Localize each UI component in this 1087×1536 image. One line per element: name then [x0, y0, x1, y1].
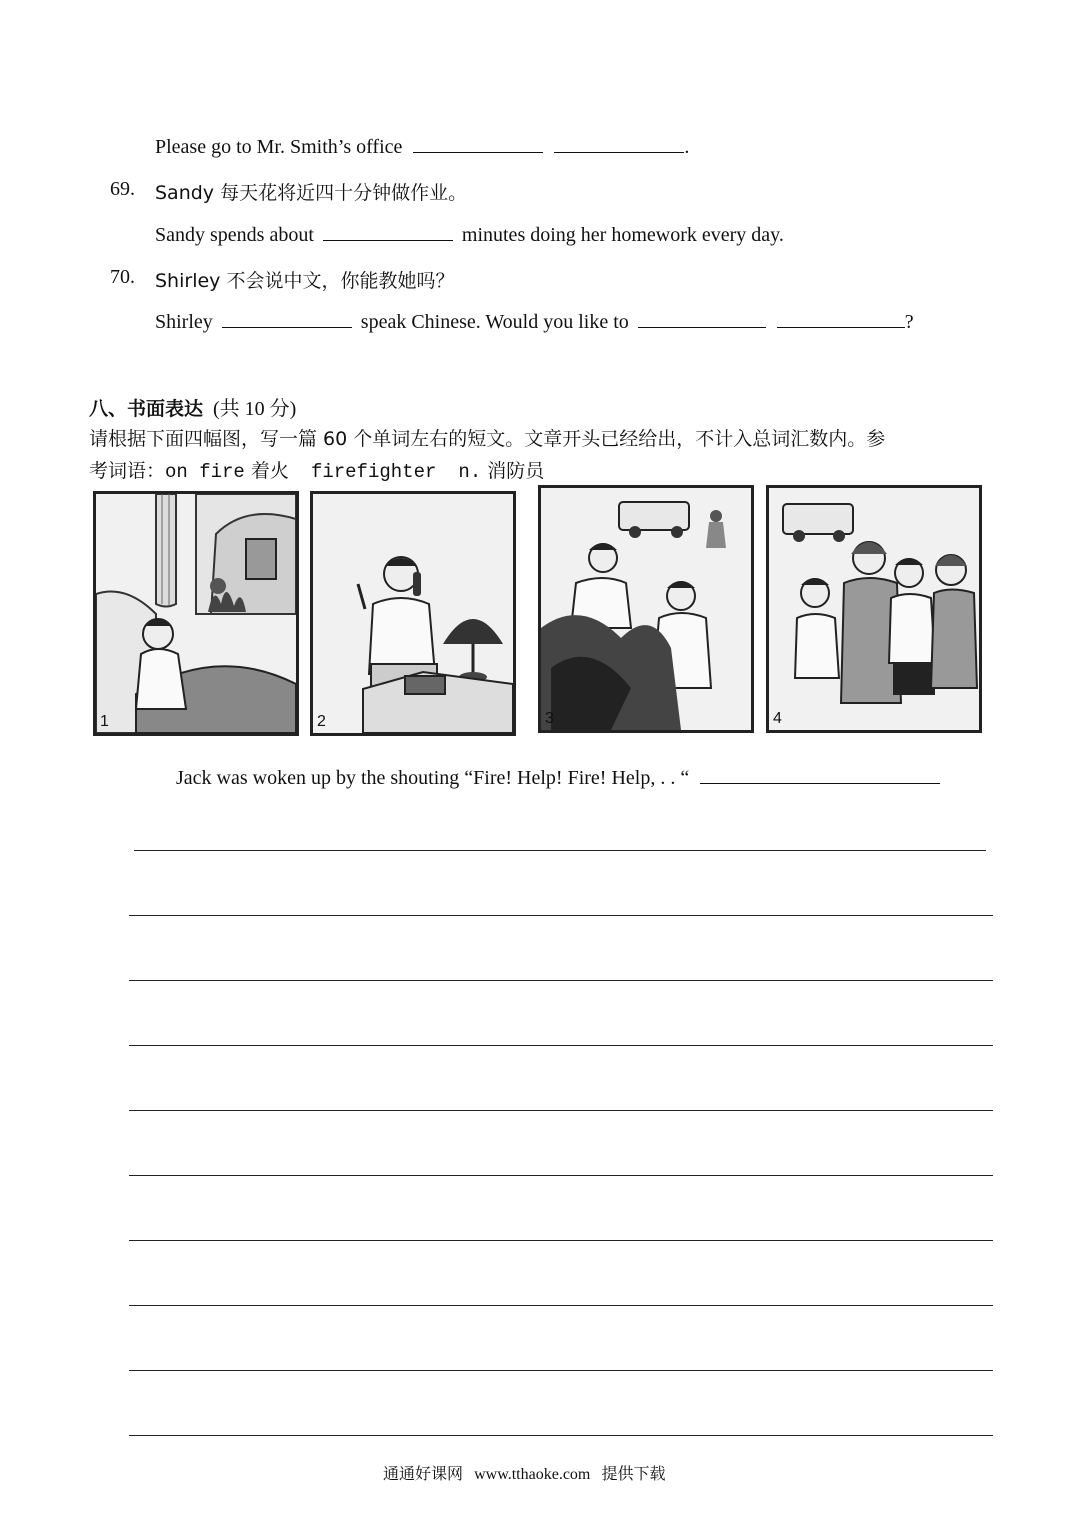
- q68-blank-1[interactable]: [413, 134, 543, 153]
- writing-line-6[interactable]: [129, 1175, 993, 1176]
- picture-panel-3: [538, 485, 754, 733]
- q70-en-part2: speak Chinese. Would you like to: [360, 311, 629, 333]
- q68-blank-2[interactable]: [554, 134, 684, 153]
- q70-end: ?: [904, 311, 914, 333]
- q69-chinese: Sandy 每天花将近四十分钟做作业。: [155, 182, 468, 204]
- q68-answer-line: [155, 134, 689, 159]
- footer-suffix: 提供下载: [601, 1464, 666, 1483]
- essay-start-text: Jack was woken up by the shouting “Fire! Help! Fire! Help, . . “: [176, 767, 690, 789]
- q69-blank[interactable]: [323, 222, 453, 241]
- q69-en-after: minutes doing her homework every day.: [461, 224, 784, 246]
- q70-en-part1: Shirley: [155, 311, 213, 333]
- q68-text: Please go to Mr. Smith’s office: [155, 136, 403, 158]
- vocab1-cn: 着火: [250, 460, 289, 482]
- q70-blank-2[interactable]: [638, 309, 766, 328]
- picture-3-illustration: [541, 488, 751, 730]
- footer-site-name: 通通好课网: [383, 1464, 464, 1483]
- writing-line-7[interactable]: [129, 1240, 993, 1241]
- q68-end: .: [684, 136, 690, 158]
- q70-blank-3[interactable]: [777, 309, 905, 328]
- writing-line-9[interactable]: [129, 1370, 993, 1371]
- vocab2-cn: 消防员: [487, 460, 545, 482]
- picture-2-number: 2: [317, 713, 326, 730]
- picture-4-number: 4: [773, 710, 782, 727]
- picture-3-number: 3: [545, 710, 554, 727]
- q70-chinese: Shirley 不会说中文，你能教她吗？: [155, 270, 455, 292]
- writing-line-5[interactable]: [129, 1110, 993, 1111]
- picture-1-illustration: [96, 494, 296, 733]
- vocab2-pos: n.: [458, 461, 482, 483]
- vocab2-en: firefighter: [310, 461, 437, 483]
- writing-line-3[interactable]: [129, 980, 993, 981]
- q69-en-before: Sandy spends about: [155, 224, 314, 246]
- picture-2-illustration: [313, 494, 513, 733]
- q70-blank-1[interactable]: [222, 309, 352, 328]
- writing-line-4[interactable]: [129, 1045, 993, 1046]
- section8-instruction-1: 请根据下面四幅图，写一篇 60 个单词左右的短文。文章开头已经给出，不计入总词汇数内。参: [89, 428, 886, 450]
- essay-first-blank[interactable]: [700, 765, 940, 784]
- q70-english: [155, 309, 914, 334]
- picture-panel-2: [310, 491, 516, 736]
- q69-english: [155, 222, 784, 247]
- q70-number: 70.: [110, 266, 135, 288]
- vocab1-en: on fire: [165, 461, 245, 483]
- picture-4-illustration: [769, 488, 979, 730]
- essay-start: [176, 765, 940, 790]
- section8-title: 八、书面表达: [89, 398, 204, 420]
- picture-panel-4: [766, 485, 982, 733]
- vocab-prefix: 考词语：: [89, 460, 166, 482]
- footer: [383, 1461, 665, 1484]
- section8-points: (共 10 分): [213, 398, 297, 420]
- section8-heading: [89, 392, 296, 421]
- writing-line-1[interactable]: [134, 850, 986, 851]
- writing-line-8[interactable]: [129, 1305, 993, 1306]
- picture-panel-1: [93, 491, 299, 736]
- q69-number: 69.: [110, 178, 135, 200]
- writing-line-10[interactable]: [129, 1435, 993, 1436]
- picture-1-number: 1: [100, 713, 109, 730]
- footer-url[interactable]: www.tthaoke.com: [474, 1466, 591, 1483]
- section8-instruction-2: [89, 456, 544, 483]
- writing-line-2[interactable]: [129, 915, 993, 916]
